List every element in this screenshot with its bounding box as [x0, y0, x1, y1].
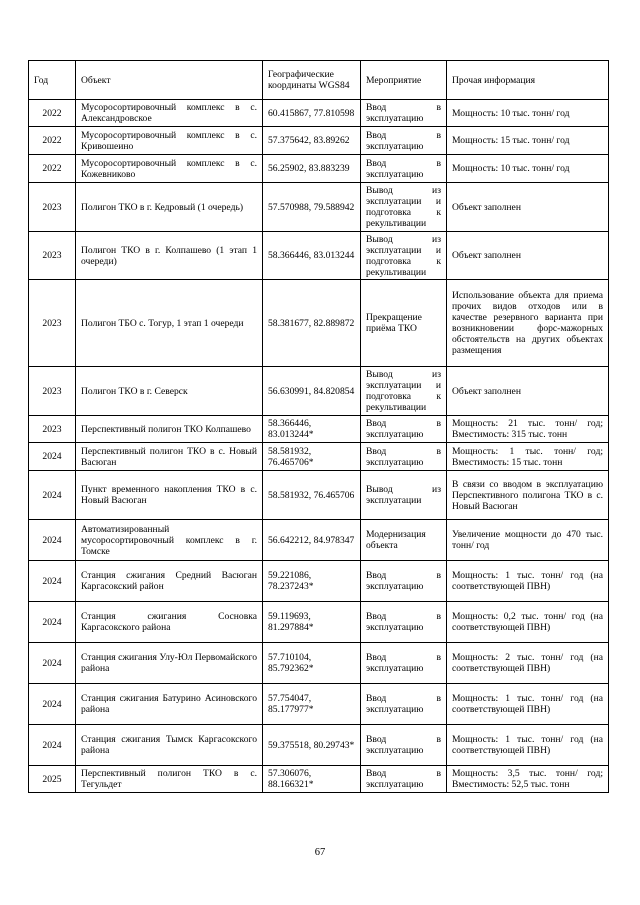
cell-info: Мощность: 1 тыс. тонн/ год; Вместимость: 15 тыс. тонн: [447, 443, 609, 471]
cell-event: Вывод из эксплуатации: [361, 471, 447, 520]
table-row: [29, 471, 609, 520]
cell-year: 2023: [29, 183, 76, 232]
cell-coords: 56.630991, 84.820854: [263, 367, 361, 416]
header-event: Мероприятие: [361, 61, 447, 100]
cell-year: 2024: [29, 602, 76, 643]
cell-object: Пункт временного накопления ТКО в с. Новый Васюган: [76, 471, 263, 520]
cell-year: 2022: [29, 127, 76, 155]
cell-year: 2024: [29, 725, 76, 766]
cell-event: Ввод в эксплуатацию: [361, 602, 447, 643]
page-number: 67: [314, 847, 326, 858]
cell-info: Мощность: 1 тыс. тонн/ год (на соответствующей ПВН): [447, 561, 609, 602]
cell-coords: 56.642212, 84.978347: [263, 520, 361, 561]
table-row: [29, 643, 609, 684]
cell-info: Мощность: 1 тыс. тонн/ год (на соответствующей ПВН): [447, 725, 609, 766]
cell-object: Станция сжигания Средний Васюган Каргасокский район: [76, 561, 263, 602]
cell-coords: 59.221086, 78.237243*: [263, 561, 361, 602]
cell-object: Станция сжигания Улу-Юл Первомайского района: [76, 643, 263, 684]
table-header-row: [29, 61, 609, 100]
table-row: [29, 766, 609, 793]
cell-event: Ввод в эксплуатацию: [361, 643, 447, 684]
header-info: Прочая информация: [447, 61, 609, 100]
cell-coords: 58.366446, 83.013244*: [263, 416, 361, 443]
cell-event: Ввод в эксплуатацию: [361, 684, 447, 725]
cell-year: 2024: [29, 443, 76, 471]
table-row: [29, 183, 609, 232]
cell-info: Мощность: 1 тыс. тонн/ год (на соответствующей ПВН): [447, 684, 609, 725]
table-row: [29, 443, 609, 471]
cell-object: Мусоросортировочный комплекс в с. Александровское: [76, 100, 263, 127]
table-row: [29, 416, 609, 443]
cell-info: Мощность: 15 тыс. тонн/ год: [447, 127, 609, 155]
cell-object: Станция сжигания Батурино Асиновского района: [76, 684, 263, 725]
cell-event: Ввод в эксплуатацию: [361, 127, 447, 155]
cell-year: 2022: [29, 155, 76, 183]
table-row: [29, 280, 609, 367]
cell-event: Ввод в эксплуатацию: [361, 766, 447, 793]
cell-event: Прекращение приёма ТКО: [361, 280, 447, 367]
cell-year: 2024: [29, 643, 76, 684]
cell-info: Мощность: 3,5 тыс. тонн/ год; Вместимость: 52,5 тыс. тонн: [447, 766, 609, 793]
cell-year: 2023: [29, 367, 76, 416]
cell-coords: 59.375518, 80.29743*: [263, 725, 361, 766]
cell-object: Станция сжигания Сосновка Каргасокского района: [76, 602, 263, 643]
cell-object: Перспективный полигон ТКО Колпашево: [76, 416, 263, 443]
cell-info: Мощность: 0,2 тыс. тонн/ год (на соответствующей ПВН): [447, 602, 609, 643]
header-year: Год: [29, 61, 76, 100]
table-row: [29, 100, 609, 127]
cell-year: 2022: [29, 100, 76, 127]
cell-object: Полигон ТБО с. Тогур, 1 этап 1 очереди: [76, 280, 263, 367]
cell-coords: 57.710104, 85.792362*: [263, 643, 361, 684]
cell-year: 2024: [29, 520, 76, 561]
cell-object: Мусоросортировочный комплекс в с. Кожевниково: [76, 155, 263, 183]
table-row: [29, 367, 609, 416]
cell-year: 2024: [29, 684, 76, 725]
cell-coords: 56.25902, 83.883239: [263, 155, 361, 183]
table-row: [29, 561, 609, 602]
cell-info: Объект заполнен: [447, 183, 609, 232]
table-row: [29, 520, 609, 561]
table-row: [29, 155, 609, 183]
cell-coords: 58.366446, 83.013244: [263, 232, 361, 280]
cell-event: Ввод в эксплуатацию: [361, 725, 447, 766]
cell-info: В связи со вводом в эксплуатацию Перспективного полигона ТКО в с. Новый Васюган: [447, 471, 609, 520]
cell-object: Полигон ТКО в г. Кедровый (1 очередь): [76, 183, 263, 232]
cell-coords: 59.119693, 81.297884*: [263, 602, 361, 643]
cell-object: Станция сжигания Тымск Каргасокского района: [76, 725, 263, 766]
cell-coords: 58.581932, 76.465706: [263, 471, 361, 520]
cell-info: Мощность: 2 тыс. тонн/ год (на соответствующей ПВН): [447, 643, 609, 684]
cell-event: Ввод в эксплуатацию: [361, 443, 447, 471]
cell-year: 2025: [29, 766, 76, 793]
cell-object: Перспективный полигон ТКО в с. Тегульдет: [76, 766, 263, 793]
cell-object: Полигон ТКО в г. Северск: [76, 367, 263, 416]
cell-coords: 57.754047, 85.177977*: [263, 684, 361, 725]
cell-object: Автоматизированный мусоросортировочный комплекс в г. Томске: [76, 520, 263, 561]
cell-info: Объект заполнен: [447, 232, 609, 280]
cell-info: Объект заполнен: [447, 367, 609, 416]
cell-object: Мусоросортировочный комплекс в с. Кривошеино: [76, 127, 263, 155]
cell-object: Полигон ТКО в г. Колпашево (1 этап 1 очереди): [76, 232, 263, 280]
table-row: [29, 232, 609, 280]
cell-year: 2024: [29, 561, 76, 602]
cell-info: Увеличение мощности до 470 тыс. тонн/ год: [447, 520, 609, 561]
cell-year: 2024: [29, 471, 76, 520]
cell-coords: 57.306076, 88.166321*: [263, 766, 361, 793]
waste-facilities-table: [28, 60, 609, 793]
cell-event: Вывод из эксплуатации и подготовка к рекультивации: [361, 232, 447, 280]
cell-coords: 58.381677, 82.889872: [263, 280, 361, 367]
table-row: [29, 602, 609, 643]
cell-event: Ввод в эксплуатацию: [361, 416, 447, 443]
cell-year: 2023: [29, 232, 76, 280]
cell-coords: 60.415867, 77.810598: [263, 100, 361, 127]
table-row: [29, 725, 609, 766]
cell-coords: 57.570988, 79.588942: [263, 183, 361, 232]
cell-year: 2023: [29, 280, 76, 367]
cell-event: Модернизация объекта: [361, 520, 447, 561]
cell-event: Вывод из эксплуатации и подготовка к рекультивации: [361, 367, 447, 416]
cell-info: Мощность: 21 тыс. тонн/ год; Вместимость: 315 тыс. тонн: [447, 416, 609, 443]
cell-year: 2023: [29, 416, 76, 443]
cell-object: Перспективный полигон ТКО в с. Новый Васюган: [76, 443, 263, 471]
cell-event: Ввод в эксплуатацию: [361, 100, 447, 127]
cell-info: Мощность: 10 тыс. тонн/ год: [447, 100, 609, 127]
cell-info: Мощность: 10 тыс. тонн/ год: [447, 155, 609, 183]
cell-coords: 58.581932, 76.465706*: [263, 443, 361, 471]
table-row: [29, 684, 609, 725]
cell-coords: 57.375642, 83.89262: [263, 127, 361, 155]
cell-event: Ввод в эксплуатацию: [361, 561, 447, 602]
cell-event: Ввод в эксплуатацию: [361, 155, 447, 183]
header-object: Объект: [76, 61, 263, 100]
header-coords: Географические координаты WGS84: [263, 61, 361, 100]
cell-info: Использование объекта для приема прочих видов отходов или в качестве резервного варианта при возникновении форс-мажорных обстоятельств на других объектах размещения: [447, 280, 609, 367]
table-row: [29, 127, 609, 155]
cell-event: Вывод из эксплуатации и подготовка к рекультивации: [361, 183, 447, 232]
